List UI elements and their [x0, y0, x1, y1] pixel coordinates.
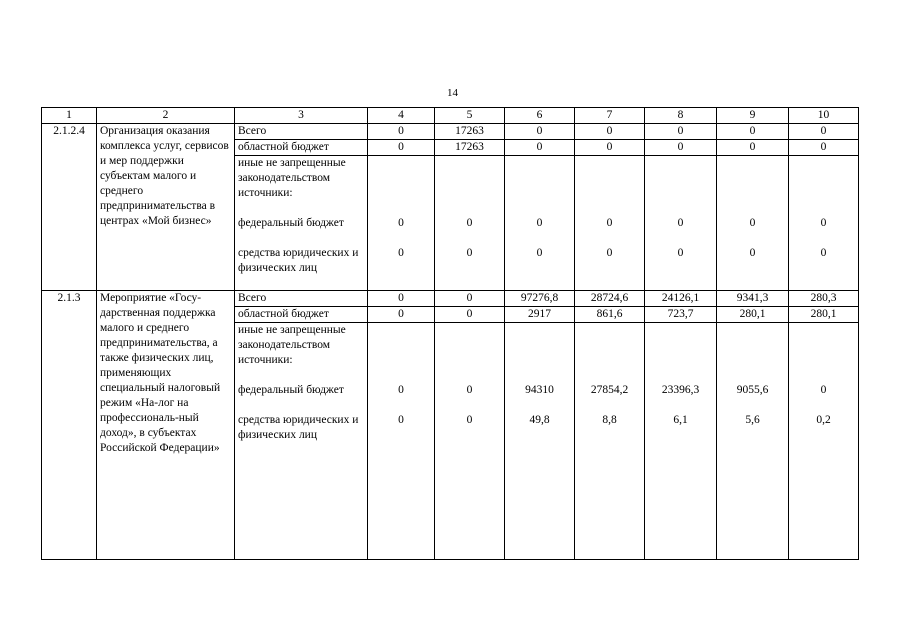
value-cell: 94310 [525, 384, 554, 396]
value-stack [645, 323, 717, 560]
value-cell: 0 [466, 247, 473, 259]
value-cell: 17263 [435, 140, 505, 156]
activity-title: Организация оказания комплекса услуг, сервисов и мер поддержки субъектам малого и среднего предпринимательства в центрах «Мой бизнес» [97, 124, 235, 291]
value-stack [575, 156, 645, 291]
value-cell: 0 [466, 414, 473, 426]
header-cell: 3 [235, 108, 368, 124]
value-cell: 0 [368, 124, 435, 140]
federal-label: федеральный бюджет [238, 384, 344, 396]
activity-code: 2.1.3 [42, 291, 97, 560]
value-stack [789, 323, 859, 560]
value-cell: 0 [398, 217, 404, 229]
value-cell: 0 [466, 217, 473, 229]
budget-table [41, 107, 859, 560]
header-cell: 4 [368, 108, 435, 124]
value-cell: 9341,3 [717, 291, 789, 307]
value-cell: 2917 [505, 307, 575, 323]
value-cell: 0 [677, 217, 684, 229]
row-label: Всего [235, 124, 368, 140]
value-cell: 0 [677, 247, 684, 259]
other-sources-label: иные не запрещенные законодательством источники: [238, 324, 346, 366]
value-cell: 0 [717, 124, 789, 140]
value-cell: 0 [575, 140, 645, 156]
value-cell: 280,1 [789, 307, 859, 323]
value-cell: 0 [536, 247, 543, 259]
value-cell: 0 [505, 140, 575, 156]
value-cell: 0 [435, 307, 505, 323]
header-cell: 8 [645, 108, 717, 124]
value-cell: 0 [505, 124, 575, 140]
row-label: Всего [235, 291, 368, 307]
page-number: 14 [447, 87, 458, 99]
value-stack [368, 156, 435, 291]
legal-label: средства юридических и физических лиц [238, 247, 359, 274]
value-stack [717, 323, 789, 560]
value-cell: 0 [749, 247, 756, 259]
value-cell: 0 [368, 307, 435, 323]
value-cell: 27854,2 [590, 384, 629, 396]
row-label-stack [235, 156, 368, 291]
value-cell: 861,6 [575, 307, 645, 323]
row-label-stack [235, 323, 368, 560]
value-stack [789, 156, 859, 291]
value-cell: 280,1 [717, 307, 789, 323]
header-cell: 2 [97, 108, 235, 124]
value-cell: 49,8 [529, 414, 550, 426]
value-cell: 0 [749, 217, 756, 229]
value-cell: 17263 [435, 124, 505, 140]
header-cell: 10 [789, 108, 859, 124]
row-label: областной бюджет [235, 307, 368, 323]
header-cell: 9 [717, 108, 789, 124]
activity-title: Мероприятие «Госу-дарственная поддержка малого и среднего предпринимательства, а также физических лиц, применяющих специальный налоговый режим «На-лог на профессиональ-ный доход», в субъектах Российской Федерации» [97, 291, 235, 560]
value-cell: 0 [368, 291, 435, 307]
header-cell: 6 [505, 108, 575, 124]
value-stack [645, 156, 717, 291]
value-cell: 0 [717, 140, 789, 156]
value-cell: 0 [820, 217, 827, 229]
value-stack [717, 156, 789, 291]
value-cell: 0 [606, 247, 613, 259]
value-cell: 0 [536, 217, 543, 229]
value-cell: 0 [466, 384, 473, 396]
value-cell: 5,6 [745, 414, 760, 426]
value-stack [435, 156, 505, 291]
value-stack [435, 323, 505, 560]
value-cell: 0 [368, 140, 435, 156]
value-cell: 0 [645, 140, 717, 156]
table-row [42, 291, 859, 307]
value-cell: 0 [789, 140, 859, 156]
value-cell: 0 [575, 124, 645, 140]
value-cell: 0 [606, 217, 613, 229]
activity-code: 2.1.2.4 [42, 124, 97, 291]
value-cell: 24126,1 [645, 291, 717, 307]
value-cell: 0 [398, 247, 404, 259]
value-stack [505, 323, 575, 560]
value-stack [575, 323, 645, 560]
value-cell: 28724,6 [575, 291, 645, 307]
header-cell: 7 [575, 108, 645, 124]
value-cell: 0 [435, 291, 505, 307]
value-cell: 23396,3 [661, 384, 700, 396]
other-sources-label: иные не запрещенные законодательством источники: [238, 157, 346, 199]
legal-label: средства юридических и физических лиц [238, 414, 359, 441]
header-row [42, 108, 859, 124]
value-cell: 0 [398, 414, 404, 426]
value-cell: 0 [820, 384, 827, 396]
row-label: областной бюджет [235, 140, 368, 156]
value-cell: 9055,6 [736, 384, 769, 396]
value-cell: 723,7 [645, 307, 717, 323]
federal-label: федеральный бюджет [238, 217, 344, 229]
value-cell: 280,3 [789, 291, 859, 307]
header-cell: 5 [435, 108, 505, 124]
value-cell: 0,2 [816, 414, 831, 426]
value-cell: 0 [789, 124, 859, 140]
value-stack [368, 323, 435, 560]
value-cell: 8,8 [602, 414, 617, 426]
value-cell: 97276,8 [505, 291, 575, 307]
value-cell: 0 [398, 384, 404, 396]
value-stack [505, 156, 575, 291]
value-cell: 6,1 [673, 414, 688, 426]
header-cell: 1 [42, 108, 97, 124]
value-cell: 0 [820, 247, 827, 259]
value-cell: 0 [645, 124, 717, 140]
table-row [42, 124, 859, 140]
